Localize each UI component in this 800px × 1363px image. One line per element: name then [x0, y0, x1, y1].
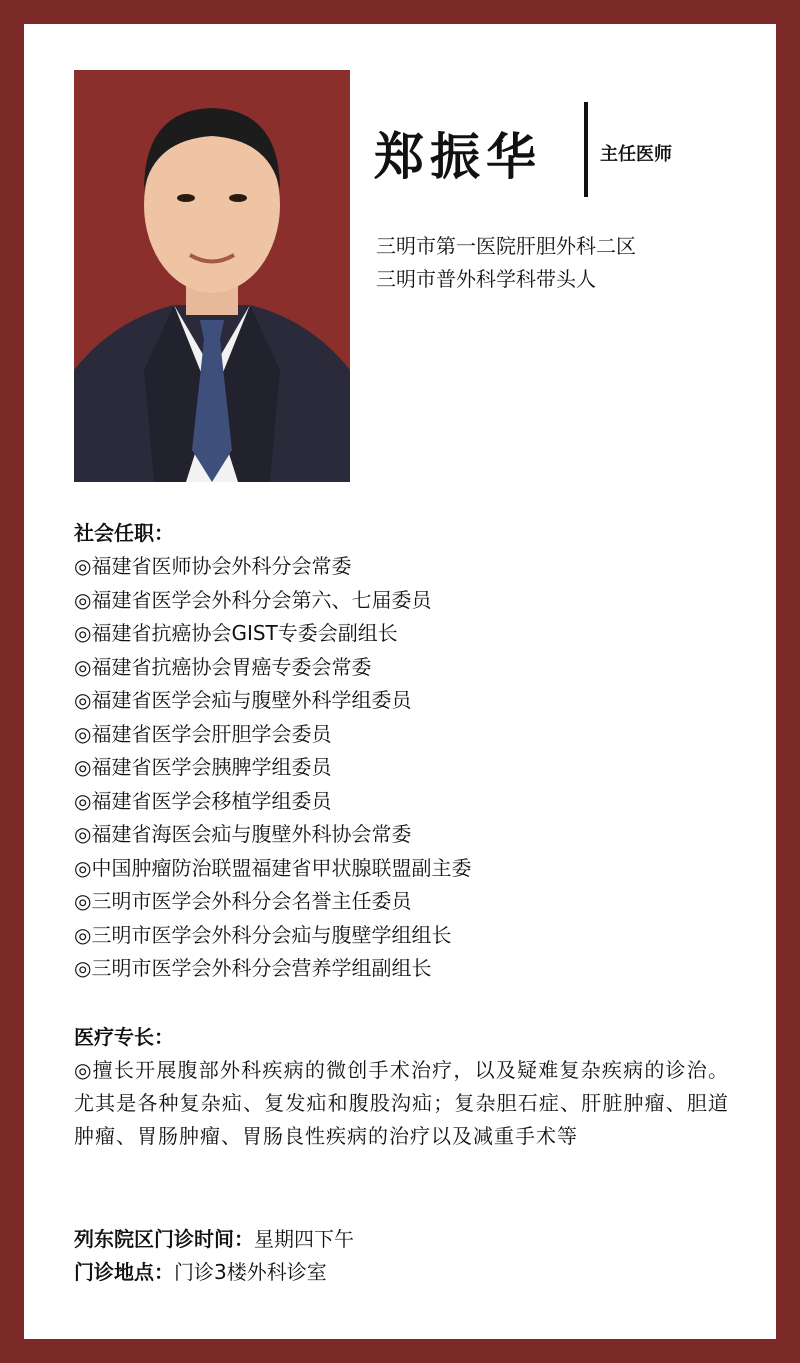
- social-posts-heading: 社会任职：: [74, 521, 174, 545]
- profile-card: [24, 24, 776, 1339]
- list-item: ◎中国肿瘤防治联盟福建省甲状腺联盟副主委: [74, 855, 472, 880]
- clinic-time-row: [74, 1223, 354, 1256]
- list-item: ◎福建省医师协会外科分会常委: [74, 554, 352, 578]
- affiliations: [376, 230, 636, 296]
- doctor-name: 郑振华: [374, 127, 542, 186]
- clinic-time-value: 星期四下午: [254, 1227, 354, 1251]
- clinic-section: [74, 1223, 354, 1289]
- specialty-section: [74, 1021, 729, 1153]
- name-divider: [584, 102, 588, 197]
- doctor-title: 主任医师: [600, 144, 672, 165]
- doctor-portrait: [74, 70, 350, 482]
- clinic-place-row: [74, 1256, 354, 1289]
- clinic-place-label: 门诊地点：: [74, 1260, 174, 1284]
- list-item: ◎福建省医学会疝与腹壁外科学组委员: [74, 688, 412, 712]
- list-item: ◎福建省海医会疝与腹壁外科协会常委: [74, 822, 412, 846]
- list-item: ◎福建省医学会外科分会第六、七届委员: [74, 587, 432, 612]
- clinic-time-label: 列东院区门诊时间：: [74, 1227, 254, 1251]
- list-item: ◎福建省抗癌协会胃癌专委会常委: [74, 654, 372, 679]
- list-item: ◎福建省医学会肝胆学会委员: [74, 721, 332, 746]
- social-posts-section: [74, 517, 471, 986]
- list-item: ◎福建省医学会胰脾学组委员: [74, 755, 332, 779]
- specialty-heading: 医疗专长：: [74, 1025, 174, 1049]
- list-item: ◎三明市医学会外科分会营养学组副组长: [74, 956, 432, 980]
- portrait-illustration: [74, 70, 350, 482]
- list-item: ◎三明市医学会外科分会名誉主任委员: [74, 889, 412, 913]
- specialty-text: ◎擅长开展腹部外科疾病的微创手术治疗，以及疑难复杂疾病的诊治。尤其是各种复杂疝、复发疝和腹股沟疝；复杂胆石症、肝脏肿瘤、胆道肿瘤、胃肠肿瘤、胃肠良性疾病的治疗以及减重手术等: [74, 1058, 729, 1148]
- affiliation-line: 三明市普外科学科带头人: [376, 267, 596, 291]
- list-item: ◎三明市医学会外科分会疝与腹壁学组组长: [74, 922, 452, 947]
- clinic-place-value: 门诊3楼外科诊室: [174, 1260, 327, 1284]
- list-item: ◎福建省医学会移植学组委员: [74, 788, 332, 813]
- list-item: ◎福建省抗癌协会GIST专委会副组长: [74, 621, 398, 645]
- affiliation-line: 三明市第一医院肝胆外科二区: [376, 234, 636, 258]
